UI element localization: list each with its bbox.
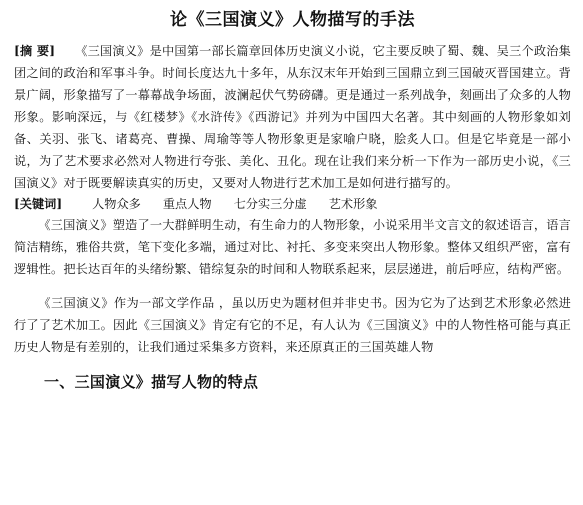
keywords-line: [14, 194, 571, 214]
keyword-item: 七分实三分虚: [233, 197, 307, 211]
abstract-paragraph: [14, 40, 571, 194]
paragraph-spacer: [14, 280, 571, 292]
keyword-item: 重点人物: [162, 197, 212, 211]
body-paragraph: 《三国演义》塑造了一大群鲜明生动，有生命力的人物形象，小说采用半文言文的叙述语言，语言简洁精练，雅俗共赏，笔下变化多端，通过对比、衬托、多变来突出人物形象。整体又组织严密，富有逻辑性。把长达百年的头绪纷繁、错综复杂的时间和人物联系起来，层层递进，前后呼应，结构严密。: [14, 218, 571, 276]
abstract-label: [摘 要]: [14, 44, 56, 58]
section-heading: 一、三国演义》描写人物的特点: [44, 373, 259, 391]
keyword-item: 艺术形象: [328, 197, 378, 211]
body-paragraph: 《三国演义》作为一部文学作品 ，虽以历史为题材但并非史书。因为它为了达到艺术形象必然进行了了艺术加工。因此《三国演义》肯定有它的不足，有人认为《三国演义》中的人物性格可能与真正历史人物是有差别的，让我们通过采集多方资料，来还原真正的三国英雄人物: [14, 296, 571, 354]
keywords-label: [关键词]: [14, 197, 63, 211]
document-title: 论《三国演义》人物描写的手法: [170, 10, 415, 30]
keyword-item: 人物众多: [92, 197, 141, 211]
abstract-text: 《三国演义》是中国第一部长篇章回体历史演义小说，它主要反映了蜀、魏、吴三个政治集团之间的政治和军事斗争。时间长度达九十多年，从东汉末年开始到三国鼎立到三国破灭晋国建立。背景广阔，形象描写了一幕幕战争场面，波澜起伏气势磅礴。更是通过一系列战争，刻画出了众多的人物形象。影响深远，与《红楼梦》《水浒传》《西游记》并列为中国四大名著。其中刻画的人物形象如刘备、关羽、张飞、诸葛亮、曹操、周瑜等等人物形象更是家喻户晓，脍炙人口。但是它毕竟是一部小说，为了艺术要求必然对人物进行夸张、美化、丑化。现在让我们来分析一下作为一部历史小说，《三国演义》对于既要解读真实的历史，又要对人物进行艺术加工是如何进行描写的。: [14, 44, 571, 190]
